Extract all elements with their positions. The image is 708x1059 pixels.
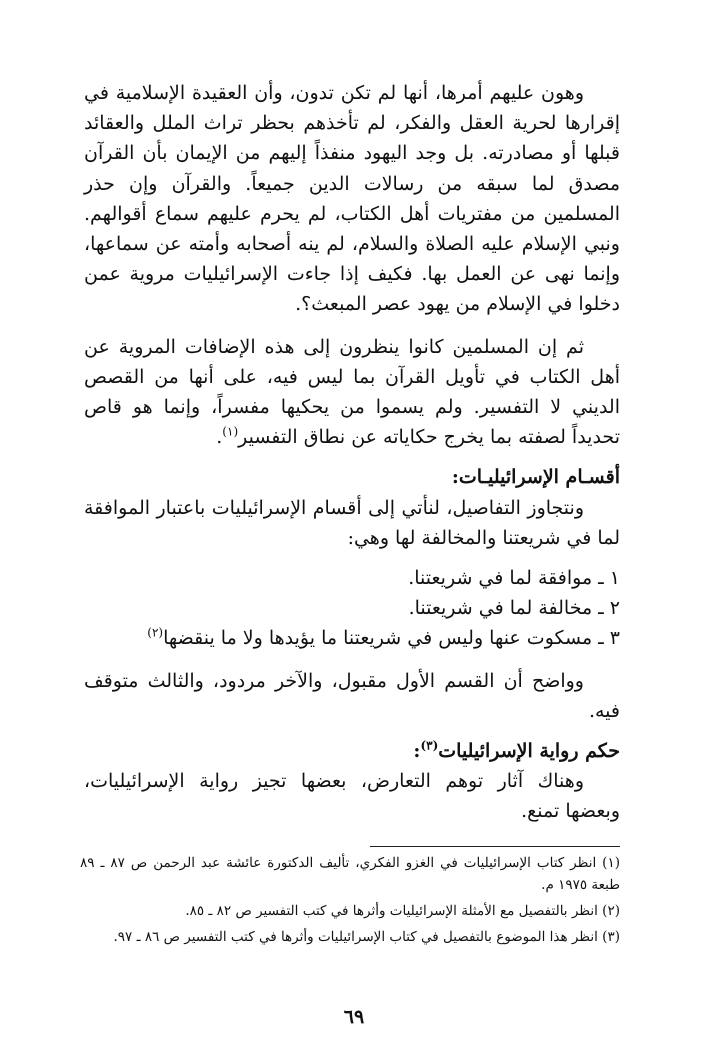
list-item [84, 563, 620, 593]
list-item-text: ٣ ـ مسكوت عنها وليس في شريعتنا ما يؤيدها ولا ما ينقضها [163, 627, 620, 650]
section-heading-ruling [84, 736, 620, 766]
list-item [84, 623, 620, 653]
list-item [84, 593, 620, 623]
page-number: ٦٩ [343, 1006, 365, 1028]
section-heading-categories: أقسـام الإسرائيليـات: [451, 466, 620, 489]
footnote-2: (٢) انظر بالتفصيل مع الأمثلة الإسرائيليات وأثرها في كتب التفسير ص ٨٢ ـ ٨٥. [185, 903, 620, 919]
footnote-ref-3: (٣) [420, 738, 439, 753]
footnote-divider [370, 846, 620, 847]
paragraph-2-text: ثم إن المسلمين كانوا ينظرون إلى هذه الإضافات المروية عن أهل الكتاب في تأويل القرآن بما ليس فيه، على أنها من القصص الديني لا التفسير. ولم يسموا من يحكيها مفسراً، وإنما هو قاص تحديداً لصفته بما يخرج حكاياته عن نطاق التفسير [84, 335, 620, 449]
list-item-text: ١ ـ موافقة لما في شريعتنا. [408, 567, 620, 590]
paragraph-3: ونتجاوز التفاصيل، لنأتي إلى أقسام الإسرائيليات باعتبار الموافقة لما في شريعتنا والمخالفة لها وهي: [84, 496, 620, 549]
list-item-text: ٢ ـ مخالفة لما في شريعتنا. [408, 597, 620, 620]
paragraph-2-end: . [216, 426, 223, 449]
paragraph-4: وواضح أن القسم الأول مقبول، والآخر مردود، والثالث متوقف فيه. [84, 669, 620, 722]
section-heading-ruling-text: حكم رواية الإسرائيليات [438, 740, 620, 763]
main-text [84, 78, 620, 827]
section-heading-ruling-colon: : [413, 740, 421, 763]
footnote-ref-1: (١) [222, 424, 239, 439]
categories-list [84, 563, 620, 654]
footnotes [80, 852, 620, 952]
footnote-1: (١) انظر كتاب الإسرائيليات في الغزو الفكري، تأليف الدكتورة عائشة عبد الرحمن ص ٨٧ ـ ٨٩ طبعة ١٩٧٥ م. [80, 855, 620, 893]
footnote-3: (٣) انظر هذا الموضوع بالتفصيل في كتاب الإسرائيليات وأثرها في كتب التفسير ص ٨٦ ـ ٩٧. [113, 929, 620, 945]
paragraph-1: وهون عليهم أمرها، أنها لم تكن تدون، وأن العقيدة الإسلامية في إقرارها لحرية العقل والفكر، لم تأخذهم بحظر تراث الملل والعقائد قبلها أو مصادرته. بل وجد اليهود منفذاً إليهم من الإيمان بأن القرآن مصدق لما سبقه من رسالات الدين جميعاً. والقرآن وإن حذر المسلمين من مفتريات أهل الكتاب، لم يحرم عليهم سماع أقوالهم. ونبي الإسلام عليه الصلاة والسلام، لم ينه أصحابه وأمته عن سماعها، وإنما نهى عن العمل بها. فكيف إذا جاءت الإسرائيليات مروية عمن دخلوا في الإسلام من يهود عصر المبعث؟. [84, 82, 620, 316]
footnote-ref-2: (٢) [147, 626, 164, 641]
paragraph-5: وهناك آثار توهم التعارض، بعضها تجيز رواية الإسرائيليات، وبعضها تمنع. [84, 770, 620, 823]
paragraph-2 [84, 332, 620, 453]
